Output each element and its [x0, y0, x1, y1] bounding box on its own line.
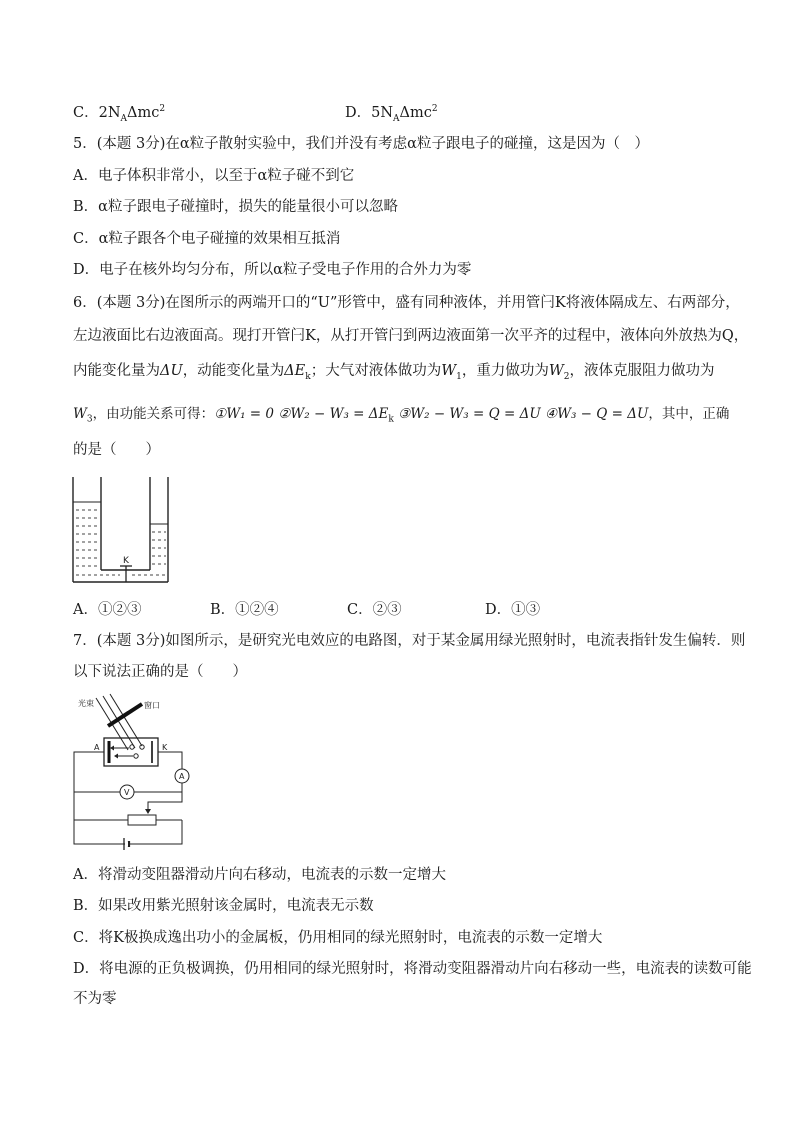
- photoelectric-circuit-figure: [66, 692, 196, 852]
- q6-stem-line3: [73, 362, 715, 380]
- q5-option-c: C．α粒子跟各个电子碰撞的效果相互抵消: [73, 231, 341, 247]
- u-tube-figure: [70, 474, 174, 586]
- q6-stem-line2: 左边液面比右边液面高。现打开管闩K，从打开管闩到两边液面第一次平齐的过程中，液体向外放热为Q，: [73, 328, 749, 344]
- q6-stem-line5: 的是（ ）: [73, 442, 160, 458]
- q6-l3-a: 内能变化量为: [73, 363, 160, 379]
- q7-option-b: B．如果改用紫光照射该金属时，电流表无示数: [73, 898, 374, 914]
- q5-option-d: D．电子在核外均匀分布，所以α粒子受电子作用的合外力为零: [73, 262, 472, 278]
- q6-option-d: D．①③: [485, 602, 541, 618]
- q6-option-b: B．①②④: [210, 602, 279, 618]
- q6-option-a: A．①②③: [73, 602, 142, 618]
- q6-eq4: ④W₃ − Q = ΔU: [545, 406, 649, 422]
- q7-option-d-cont: 不为零: [73, 991, 117, 1007]
- window-bar: [108, 704, 142, 726]
- q4-option-c-text: C．2N: [73, 105, 121, 121]
- q4-option-c-mid: Δmc: [127, 105, 160, 121]
- slider-wire: [148, 792, 182, 813]
- q6-eq2: ②W₂ − W₃ = ΔE: [278, 406, 389, 422]
- q6-l3-w2-sub: 2: [563, 371, 570, 382]
- q7-option-d: D．将电源的正负极调换，仍用相同的绿光照射时，将滑动变阻器滑动片向右移动一些，电流表的读数可能: [73, 961, 752, 977]
- ammeter-label: A: [179, 772, 185, 781]
- q6-l4-w3-sub: 3: [86, 414, 93, 425]
- q7-stem-line2: 以下说法正确的是（ ）: [73, 664, 247, 680]
- q6-l3-du: ΔU: [160, 363, 183, 379]
- q6-l3-c: ，动能变化量为: [182, 363, 285, 379]
- q4-option-d: [345, 104, 438, 122]
- q6-l3-e: ；大气对液体做功为: [310, 363, 442, 379]
- rheostat: [128, 815, 156, 825]
- q4-option-d-sub: A: [393, 113, 400, 124]
- valve-k-label: K: [123, 556, 129, 566]
- electron-arrowhead-1: [110, 746, 114, 751]
- cathode-label: K: [162, 743, 168, 752]
- q6-l4-text: ，由功能关系可得：: [92, 406, 215, 422]
- q4-option-d-sup: 2: [431, 104, 438, 115]
- wire-top-right: [158, 752, 182, 770]
- q6-eq2-sub: k: [388, 414, 394, 425]
- q4-option-c-sup: 2: [159, 104, 166, 115]
- q7-option-a: A．将滑动变阻器滑动片向右移动，电流表的示数一定增大: [73, 867, 446, 883]
- q6-l4-w3: W: [73, 406, 87, 422]
- voltmeter-label: V: [124, 788, 130, 797]
- slider-arrowhead: [145, 809, 151, 814]
- q6-l3-w1-sub: 1: [456, 371, 462, 382]
- q6-option-c: C．②③: [347, 602, 402, 618]
- q6-eq3: ③W₂ − W₃ = Q = ΔU: [398, 406, 541, 422]
- light-beam: [96, 694, 142, 750]
- q4-option-c: [73, 104, 165, 122]
- q6-l3-g: ，重力做功为: [461, 363, 549, 379]
- electron-1: [130, 745, 134, 749]
- q4-option-d-mid: Δmc: [399, 105, 432, 121]
- light-label: 光束: [78, 699, 94, 708]
- q6-l3-w2: W: [548, 363, 564, 379]
- q5-option-a: A．电子体积非常小，以至于α粒子碰不到它: [73, 168, 355, 184]
- electron-3: [134, 754, 138, 758]
- electron-arrowhead-2: [114, 754, 118, 759]
- window-label: 窗口: [144, 701, 160, 710]
- q7-stem-line1: 7．(本题 3分)如图所示，是研究光电效应的电路图，对于某金属用绿光照射时，电流表指针发生偏转．则: [73, 633, 746, 649]
- q5-stem: 5．(本题 3分)在α粒子散射实验中，我们并没有考虑α粒子跟电子的碰撞，这是因为（ ）: [73, 136, 649, 152]
- battery-gap: [125, 842, 128, 846]
- anode-label: A: [94, 743, 100, 752]
- q6-l3-w1: W: [441, 363, 457, 379]
- q4-option-d-text: D．5N: [345, 105, 394, 121]
- q6-stem-line4: [73, 405, 729, 423]
- q5-option-b: B．α粒子跟电子碰撞时，损失的能量很小可以忽略: [73, 199, 398, 215]
- u-tube-liquid-left: [76, 510, 120, 575]
- q6-stem-line1: 6．(本题 3分)在图所示的两端开口的“U”形管中，盛有同种液体，并用管闩K将液体隔成左、右两部分，: [73, 295, 740, 311]
- q6-l3-dek: ΔE: [284, 363, 306, 379]
- u-tube-liquid-right: [132, 532, 166, 575]
- q6-l4-end: ，其中，正确: [648, 406, 730, 422]
- q7-option-c: C．将K极换成逸出功小的金属板，仍用相同的绿光照射时，电流表的示数一定增大: [73, 930, 603, 946]
- q6-l3-dek-sub: k: [305, 371, 311, 382]
- q4-option-c-sub: A: [120, 113, 128, 124]
- q6-l3-i: ，液体克服阻力做功为: [569, 363, 715, 379]
- q6-eq1: ①W₁ = 0: [214, 406, 274, 422]
